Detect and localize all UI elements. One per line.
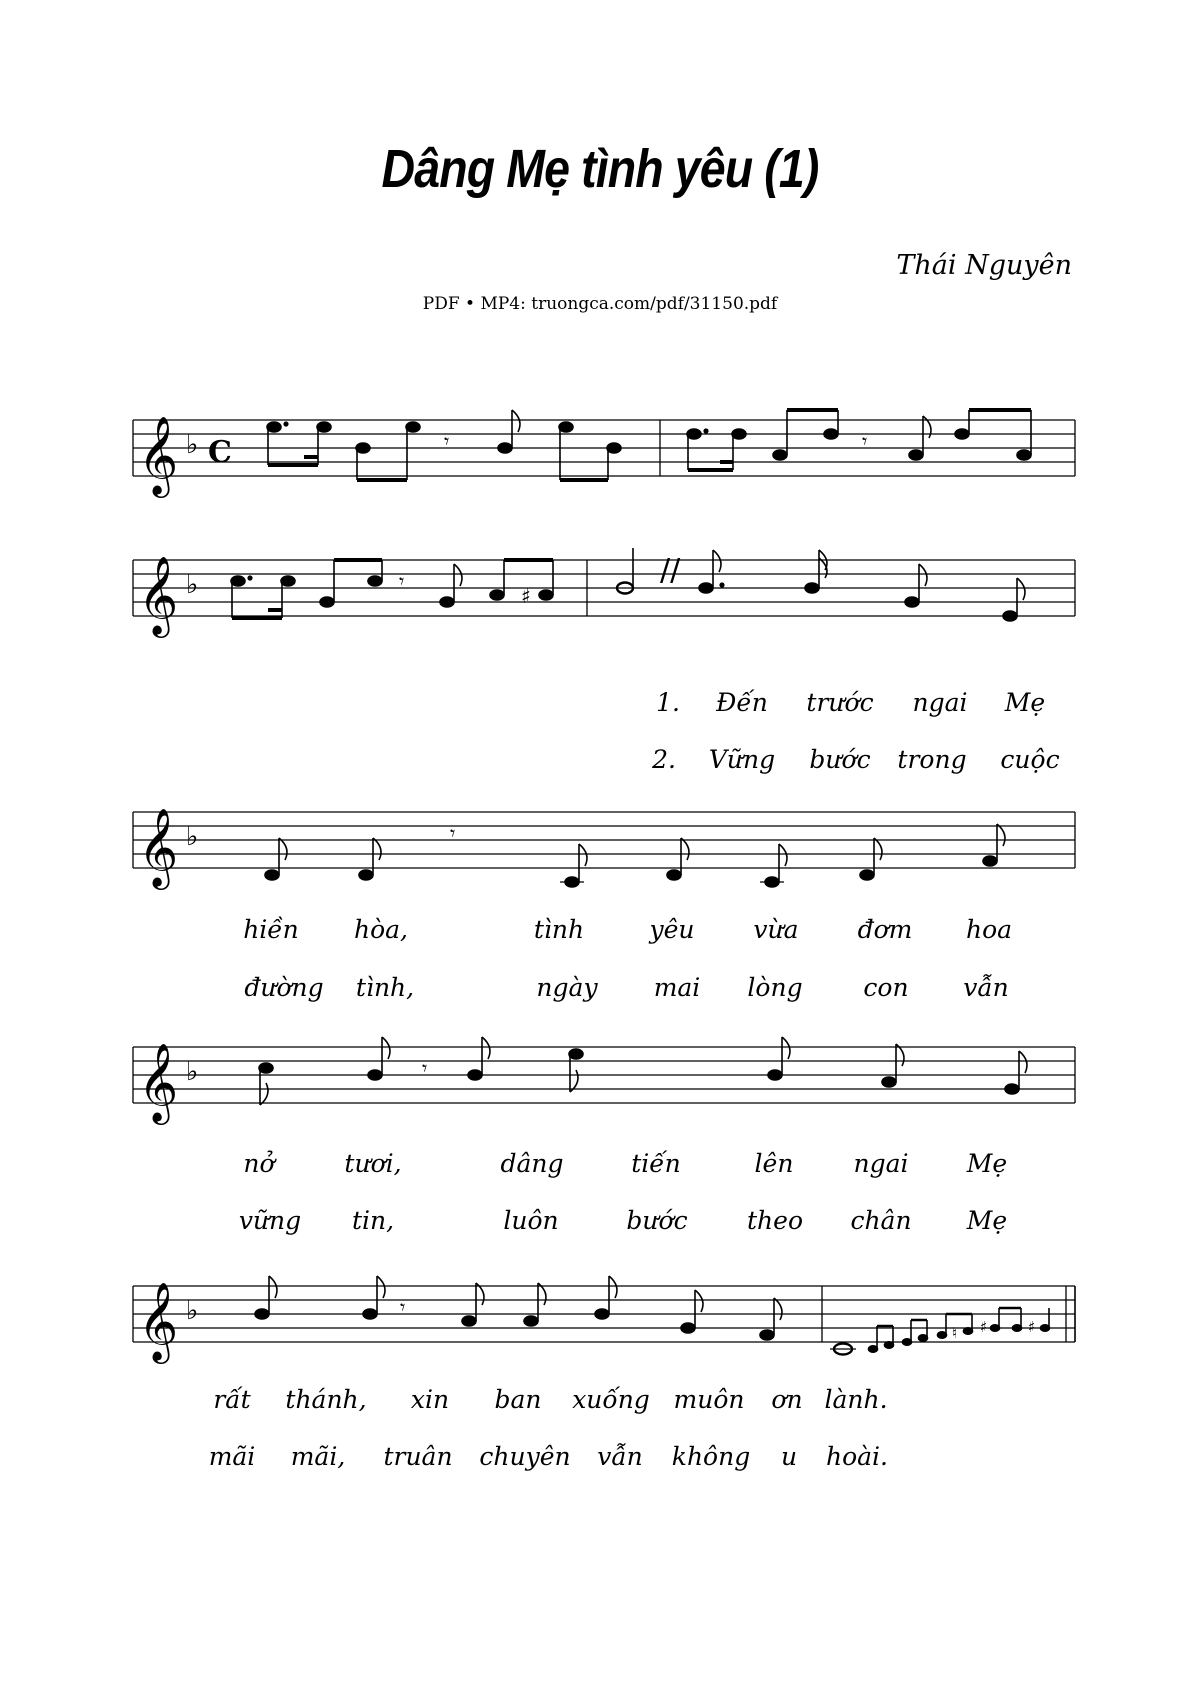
- lyric-s5-v1: rất: [213, 1385, 251, 1414]
- lyric-s4-v1: nở: [243, 1149, 275, 1178]
- eighth-rest-icon: 𝄾: [444, 429, 450, 453]
- lyric-s4-v1: dâng: [500, 1149, 564, 1178]
- staff-system-3: [0, 772, 1200, 902]
- eighth-rest-icon: 𝄾: [862, 429, 868, 453]
- lyric-s4-v1: Mẹ: [966, 1149, 1008, 1178]
- lyric-s3-v1: đơm: [857, 915, 913, 944]
- lyric-s2-v1: ngai: [912, 688, 968, 717]
- eighth-rest-icon: 𝄾: [399, 569, 405, 593]
- lyric-s4-v2: vững: [238, 1206, 302, 1235]
- lyric-s4-v1: tươi,: [344, 1149, 402, 1178]
- lyric-s2-v2: Vững: [708, 745, 776, 774]
- sharp-accidental-icon: ♯: [1028, 1318, 1036, 1336]
- sharp-accidental-icon: ♯: [980, 1318, 988, 1336]
- eighth-rest-icon: 𝄾: [450, 821, 456, 845]
- flat-key-icon: ♭: [186, 1057, 199, 1087]
- flat-key-icon: ♭: [186, 1296, 199, 1326]
- lyric-s5-v1: muôn: [673, 1385, 745, 1414]
- lyric-s4-v2: tin,: [351, 1206, 395, 1235]
- lyric-s2-v1: Mẹ: [1004, 688, 1046, 717]
- lyric-s3-v1: yêu: [649, 915, 695, 944]
- lyric-s4-v2: Mẹ: [966, 1206, 1008, 1235]
- lyric-s4-v2: luôn: [503, 1206, 559, 1235]
- lyric-s2-v1: trước: [806, 688, 874, 717]
- lyric-s3-v1: hoa: [965, 915, 1013, 944]
- staff-system-2: [0, 520, 1200, 650]
- lyric-s2-v1: 1.: [656, 688, 680, 717]
- lyric-s3-v2: mai: [653, 973, 701, 1002]
- flat-key-icon: ♭: [186, 430, 199, 460]
- lyric-s3-v1: tình: [533, 915, 585, 944]
- lyric-s2-v2: 2.: [652, 745, 676, 774]
- treble-clef-icon: 𝄞: [138, 1282, 179, 1361]
- lyric-s5-v2: chuyên: [479, 1442, 571, 1471]
- eighth-rest-icon: 𝄾: [400, 1295, 406, 1319]
- lyric-s5-v2: mãi: [208, 1442, 256, 1471]
- page-title: Dâng Mẹ tình yêu (1): [381, 139, 819, 199]
- eighth-rest-icon: 𝄾: [422, 1056, 428, 1080]
- lyric-s3-v2: đường: [244, 973, 324, 1002]
- lyric-s5-v1: ban: [494, 1385, 542, 1414]
- lyric-s4-v1: ngai: [853, 1149, 909, 1178]
- natural-accidental-icon: ♮: [952, 1324, 958, 1342]
- lyric-s3-v1: hiền: [243, 915, 299, 944]
- lyric-s5-v2: vẫn: [597, 1442, 643, 1471]
- staff-system-1: [0, 380, 1200, 510]
- composer-name: Thái Nguyên: [896, 250, 1072, 281]
- lyric-s5-v2: hoài.: [826, 1442, 888, 1471]
- treble-clef-icon: 𝄞: [138, 416, 179, 495]
- treble-clef-icon: 𝄞: [138, 1043, 179, 1122]
- lyric-s4-v2: theo: [747, 1206, 803, 1235]
- lyric-s3-v2: vẫn: [963, 973, 1009, 1002]
- lyric-s2-v2: trong: [897, 745, 967, 774]
- lyric-s5-v1: thánh,: [285, 1385, 367, 1414]
- source-link[interactable]: PDF • MP4: truongca.com/pdf/31150.pdf: [422, 294, 778, 314]
- lyric-s3-v1: hòa,: [353, 915, 409, 944]
- lyric-s5-v2: mãi,: [290, 1442, 346, 1471]
- lyric-s3-v1: vừa: [753, 915, 799, 944]
- lyric-s5-v1: xuống: [572, 1385, 650, 1414]
- lyric-s5-v2: u: [780, 1442, 798, 1471]
- lyric-s4-v1: lên: [754, 1149, 794, 1178]
- lyric-s2-v1: Đến: [716, 688, 768, 717]
- lyric-s2-v2: bước: [809, 745, 871, 774]
- lyric-s5-v1: lành.: [824, 1385, 888, 1414]
- staff-system-4: [0, 1007, 1200, 1137]
- lyric-s3-v2: con: [863, 973, 909, 1002]
- lyric-s5-v2: truân: [383, 1442, 453, 1471]
- flat-key-icon: ♭: [186, 822, 199, 852]
- lyric-s4-v2: bước: [626, 1206, 688, 1235]
- lyric-s4-v1: tiến: [631, 1149, 681, 1178]
- caesura-icon: //: [660, 553, 681, 588]
- common-time-icon: C: [208, 435, 232, 470]
- lyric-s3-v2: lòng: [747, 973, 803, 1002]
- lyric-s5-v1: xin: [410, 1385, 450, 1414]
- lyric-s3-v2: tình,: [355, 973, 415, 1002]
- lyric-s2-v2: cuộc: [1000, 745, 1060, 774]
- lyric-s3-v2: ngày: [536, 973, 598, 1002]
- treble-clef-icon: 𝄞: [138, 556, 179, 635]
- lyric-s4-v2: chân: [850, 1206, 912, 1235]
- treble-clef-icon: 𝄞: [138, 808, 179, 887]
- sharp-accidental-icon: ♯: [521, 584, 531, 608]
- lyric-s5-v2: không: [671, 1442, 751, 1471]
- flat-key-icon: ♭: [186, 570, 199, 600]
- staff-system-5: [0, 1246, 1200, 1376]
- lyric-s5-v1: ơn: [771, 1385, 803, 1414]
